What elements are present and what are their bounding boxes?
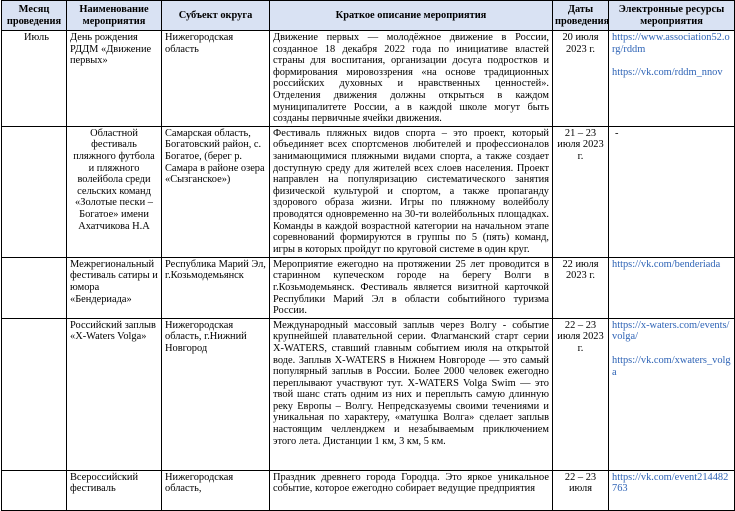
header-region: Субъект округа [162,1,270,31]
cell-dates: 21 – 23 июля 2023 г. [553,126,609,257]
header-month: Месяц проведения [2,1,67,31]
header-name: Наименование мероприятия [67,1,162,31]
cell-description: Праздник древнего города Городца. Это яркое уникальное событие, которое ежегодно собирает ведущие предприятия [270,470,553,510]
cell-event-name: Российский заплыв «X-Waters Volga» [67,318,162,470]
table-row [2,126,735,257]
cell-region: Нижегородская область [162,31,270,127]
cell-event-name: Всероссийский фестиваль [67,470,162,510]
resource-link[interactable]: https://www.association52.org/rddm [612,32,730,55]
header-dates: Даты проведения [553,1,609,31]
cell-event-name: Межрегиональный фестиваль сатиры и юмора «Бендериада» [67,257,162,318]
cell-month [2,126,67,257]
cell-region: Нижегородская область, [162,470,270,510]
cell-resources [609,470,735,510]
cell-event-name: День рождения РДДМ «Движение первых» [67,31,162,127]
cell-region: Нижегородская область, г.Нижний Новгород [162,318,270,470]
cell-resources [609,31,735,127]
table-row [2,257,735,318]
cell-description: Международный массовый заплыв через Волгу - событие крупнейшей плавательной серии. Флагманский старт серии X-WATERS, ставший главным событием июля на открытой воде. Заплыв X-WATERS в Нижнем Новгороде — это самый популярный заплыв в России. Более 2000 человек ежегодно переплывают участвуют тут. X-WATERS Volga Swim — это твой шанс стать одним из них и переплыть самую длинную реку Европы – Волгу. Непредсказуемы своими течениями и уникальная по характеру, «матушка Волга» сделает заплыв настоящим челленджем и незабываемым приключением этого лета. Дистанции 1 км, 3 км, 5 км. [270,318,553,470]
cell-resources: - [609,126,735,257]
table-row [2,31,735,127]
table-header-row [2,1,735,31]
cell-dates: 22 – 23 июля 2023 г. [553,318,609,470]
cell-description: Движение первых — молодёжное движение в России, созданное 18 декабря 2022 года по инициативе властей страны для воспитания, организации досуга подростков и формирования мировоззрения «на основе традиционных российских духовных и нравственных ценностей». Отделения движения должны открыться в каждом муниципалитете России, а в каждой школе могут быть созданы первичные ячейки движения. [270,31,553,127]
cell-resources [609,257,735,318]
table-row [2,318,735,470]
events-table [1,0,735,511]
cell-description: Мероприятие ежегодно на протяжении 25 лет проводится в старинном купеческом городе на берегу Волги в г.Козьмодемьянск. Фестиваль является визитной карточкой Республики Марий Эл в области событийного туризма России. [270,257,553,318]
header-resources: Электронные ресурсы мероприятия [609,1,735,31]
cell-month [2,257,67,318]
cell-month: Июль [2,31,67,127]
header-description: Краткое описание мероприятия [270,1,553,31]
resource-link[interactable]: https://vk.com/benderiada [612,258,721,270]
cell-description: Фестиваль пляжных видов спорта – это проект, который объединяет всех спортсменов любителей и профессионалов занимающимися пляжными видами спорта, а также создает доступную среду для жителей всех слоев населения. Проект направлен на популяризацию систематического занятия физической культурой и спортом, а также пропаганду здорового образа жизни. Игры по пляжному волейболу проводятся одновременно на 30-ти волейбольных площадках. Команды в каждой возрастной категории на начальном этапе соревнований формируются в группы по 5 (пять) команд, игры в которых пройдут по круговой системе в один круг. [270,126,553,257]
cell-resources [609,318,735,470]
resource-link[interactable]: https://vk.com/rddm_nnov [612,67,723,79]
resource-link[interactable]: https://x-waters.com/events/volga/ [612,319,730,343]
resource-link[interactable]: https://vk.com/xwaters_volga [612,354,731,378]
cell-month [2,318,67,470]
cell-event-name: Областной фестиваль пляжного футбола и пляжного волейбола среди сельских команд «Золотые пески – Богатое» имени Ахатчикова Н.А [67,126,162,257]
table-row [2,470,735,510]
cell-region: Самарская область, Богатовский район, с. Богатое, (берег р. Самара в районе озера «Сызганское») [162,126,270,257]
cell-month [2,470,67,510]
cell-dates: 22 – 23 июля [553,470,609,510]
resource-link[interactable]: https://vk.com/event214482763 [612,471,729,495]
cell-dates: 20 июля 2023 г. [553,31,609,127]
cell-dates: 22 июля 2023 г. [553,257,609,318]
cell-region: Республика Марий Эл, г.Козьмодемьянск [162,257,270,318]
